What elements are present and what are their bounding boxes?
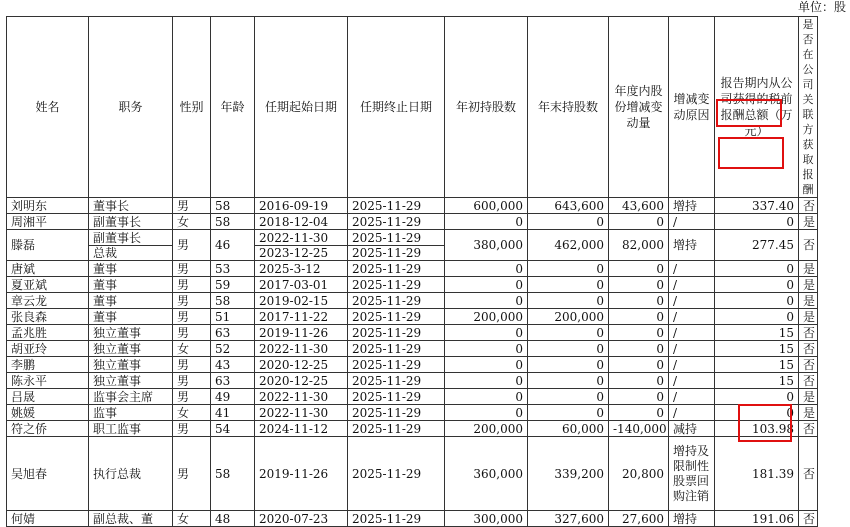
cell-end-date: 2025-11-29 <box>348 214 445 230</box>
cell-share-change: 0 <box>609 277 669 293</box>
cell-change-reason: / <box>669 373 715 389</box>
header-name: 姓名 <box>7 17 89 198</box>
cell-position: 职工监事 <box>89 421 173 437</box>
cell-position: 执行总裁 <box>89 437 173 511</box>
cell-position: 董事 <box>89 261 173 277</box>
cell-name: 陈永平 <box>7 373 89 389</box>
cell-change-reason: 增持及限制性股票回购注销 <box>669 437 715 511</box>
cell-pre-tax-pay: 0 <box>715 261 799 277</box>
table-row <box>7 437 818 511</box>
cell-begin-shares: 0 <box>445 261 528 277</box>
cell-position: 董事长 <box>89 198 173 214</box>
cell-end-shares: 0 <box>528 341 609 357</box>
cell-pre-tax-pay: 15 <box>715 341 799 357</box>
cell-begin-shares: 600,000 <box>445 198 528 214</box>
cell-name: 李鹏 <box>7 357 89 373</box>
header-related-party-pay: 是否在公司关联方获取报酬 <box>799 17 818 198</box>
cell-end-shares: 462,000 <box>528 230 609 261</box>
cell-position: 董事 <box>89 309 173 325</box>
cell-name: 唐斌 <box>7 261 89 277</box>
cell-position: 董事 <box>89 277 173 293</box>
cell-age: 46 <box>211 230 255 261</box>
table-row <box>7 341 818 357</box>
cell-change-reason: / <box>669 389 715 405</box>
cell-share-change: 0 <box>609 214 669 230</box>
cell-position: 独立董事 <box>89 325 173 341</box>
cell-gender: 女 <box>173 405 211 421</box>
cell-end-shares: 0 <box>528 261 609 277</box>
cell-age: 59 <box>211 277 255 293</box>
cell-end-shares: 0 <box>528 277 609 293</box>
cell-age: 54 <box>211 421 255 437</box>
cell-related-party-pay: 是 <box>799 214 818 230</box>
cell-gender: 男 <box>173 293 211 309</box>
cell-pre-tax-pay: 277.45 <box>715 230 799 261</box>
cell-end-shares: 0 <box>528 214 609 230</box>
cell-change-reason: / <box>669 309 715 325</box>
header-age: 年龄 <box>211 17 255 198</box>
cell-start-date: 2020-12-25 <box>255 357 348 373</box>
cell-name: 吕晟 <box>7 389 89 405</box>
cell-age: 43 <box>211 357 255 373</box>
cell-change-reason: 增持 <box>669 511 715 527</box>
cell-end-shares: 0 <box>528 373 609 389</box>
cell-end-shares: 327,600 <box>528 511 609 527</box>
cell-pre-tax-pay: 0 <box>715 277 799 293</box>
cell-end-shares: 0 <box>528 405 609 421</box>
header-end-shares: 年末持股数 <box>528 17 609 198</box>
cell-gender: 男 <box>173 261 211 277</box>
header-pre-tax-pay: 报告期内从公司获得的税前报酬总额（万元） <box>715 17 799 198</box>
cell-end-date: 2025-11-29 <box>348 325 445 341</box>
cell-end-date: 2025-11-29 <box>348 341 445 357</box>
cell-end-shares: 0 <box>528 389 609 405</box>
cell-end-date: 2025-11-29 <box>348 277 445 293</box>
cell-begin-shares: 200,000 <box>445 421 528 437</box>
cell-pre-tax-pay: 0 <box>715 405 799 421</box>
cell-related-party-pay: 否 <box>799 357 818 373</box>
table-row <box>7 309 818 325</box>
cell-related-party-pay: 否 <box>799 198 818 214</box>
cell-age: 58 <box>211 198 255 214</box>
cell-share-change: 0 <box>609 261 669 277</box>
cell-gender: 男 <box>173 230 211 261</box>
cell-begin-shares: 300,000 <box>445 511 528 527</box>
cell-age: 41 <box>211 405 255 421</box>
cell-pre-tax-pay: 0 <box>715 214 799 230</box>
cell-start-date: 2024-11-12 <box>255 421 348 437</box>
cell-share-change: 0 <box>609 405 669 421</box>
cell-begin-shares: 0 <box>445 357 528 373</box>
table-row <box>7 357 818 373</box>
cell-gender: 男 <box>173 198 211 214</box>
cell-change-reason: / <box>669 405 715 421</box>
header-start-date: 任期起始日期 <box>255 17 348 198</box>
cell-end-shares: 0 <box>528 357 609 373</box>
cell-change-reason: / <box>669 325 715 341</box>
cell-name: 何婧 <box>7 511 89 527</box>
cell-share-change: 0 <box>609 389 669 405</box>
cell-end-date: 2025-11-29 <box>348 405 445 421</box>
cell-start-date: 2022-11-30 <box>255 405 348 421</box>
cell-end-shares: 60,000 <box>528 421 609 437</box>
cell-share-change: 0 <box>609 357 669 373</box>
cell-position <box>89 230 173 261</box>
unit-label: 单位：股 <box>797 0 846 14</box>
cell-age: 58 <box>211 293 255 309</box>
cell-share-change: 20,800 <box>609 437 669 511</box>
cell-end-date <box>348 230 445 261</box>
cell-end-date: 2025-11-29 <box>348 293 445 309</box>
cell-end-shares: 0 <box>528 325 609 341</box>
cell-begin-shares: 0 <box>445 373 528 389</box>
cell-gender: 男 <box>173 373 211 389</box>
cell-share-change: 0 <box>609 325 669 341</box>
cell-gender: 男 <box>173 437 211 511</box>
cell-age: 63 <box>211 325 255 341</box>
cell-end-shares: 200,000 <box>528 309 609 325</box>
cell-related-party-pay: 否 <box>799 341 818 357</box>
cell-start-date: 2019-02-15 <box>255 293 348 309</box>
cell-change-reason: / <box>669 357 715 373</box>
cell-related-party-pay: 否 <box>799 373 818 389</box>
cell-begin-shares: 0 <box>445 325 528 341</box>
cell-start-date-line-1: 2022-11-30 <box>255 231 347 246</box>
cell-begin-shares: 0 <box>445 405 528 421</box>
cell-end-shares: 0 <box>528 293 609 309</box>
cell-pre-tax-pay: 15 <box>715 357 799 373</box>
cell-pre-tax-pay: 15 <box>715 373 799 389</box>
cell-end-date: 2025-11-29 <box>348 437 445 511</box>
cell-start-date: 2019-11-26 <box>255 437 348 511</box>
cell-related-party-pay: 是 <box>799 405 818 421</box>
cell-start-date: 2022-11-30 <box>255 389 348 405</box>
cell-age: 63 <box>211 373 255 389</box>
cell-start-date: 2020-07-23 <box>255 511 348 527</box>
header-begin-shares: 年初持股数 <box>445 17 528 198</box>
cell-position: 独立董事 <box>89 341 173 357</box>
cell-share-change: 0 <box>609 341 669 357</box>
header-end-date: 任期终止日期 <box>348 17 445 198</box>
cell-change-reason: / <box>669 261 715 277</box>
cell-share-change: 82,000 <box>609 230 669 261</box>
cell-position: 监事 <box>89 405 173 421</box>
cell-pre-tax-pay: 191.06 <box>715 511 799 527</box>
cell-begin-shares: 0 <box>445 277 528 293</box>
cell-gender: 女 <box>173 511 211 527</box>
cell-begin-shares: 0 <box>445 389 528 405</box>
table-row <box>7 277 818 293</box>
cell-pre-tax-pay: 0 <box>715 293 799 309</box>
cell-related-party-pay: 是 <box>799 389 818 405</box>
cell-age: 53 <box>211 261 255 277</box>
cell-age: 51 <box>211 309 255 325</box>
cell-position: 副总裁、董 <box>89 511 173 527</box>
cell-share-change: -140,000 <box>609 421 669 437</box>
cell-name: 夏亚斌 <box>7 277 89 293</box>
cell-pre-tax-pay: 181.39 <box>715 437 799 511</box>
cell-name: 张良森 <box>7 309 89 325</box>
cell-name: 符之侨 <box>7 421 89 437</box>
cell-gender: 男 <box>173 309 211 325</box>
cell-pre-tax-pay: 0 <box>715 389 799 405</box>
cell-pre-tax-pay: 15 <box>715 325 799 341</box>
cell-gender: 男 <box>173 277 211 293</box>
cell-gender: 男 <box>173 389 211 405</box>
cell-related-party-pay: 是 <box>799 293 818 309</box>
cell-change-reason: / <box>669 341 715 357</box>
cell-age: 48 <box>211 511 255 527</box>
cell-start-date: 2016-09-19 <box>255 198 348 214</box>
cell-position: 副董事长 <box>89 214 173 230</box>
cell-position: 董事 <box>89 293 173 309</box>
cell-age: 49 <box>211 389 255 405</box>
cell-pre-tax-pay: 103.98 <box>715 421 799 437</box>
table-row <box>7 261 818 277</box>
cell-end-date-line-1: 2025-11-29 <box>348 231 444 246</box>
cell-begin-shares: 380,000 <box>445 230 528 261</box>
cell-start-date: 2018-12-04 <box>255 214 348 230</box>
cell-end-date: 2025-11-29 <box>348 421 445 437</box>
cell-related-party-pay: 否 <box>799 421 818 437</box>
table-row <box>7 405 818 421</box>
cell-pre-tax-pay: 337.40 <box>715 198 799 214</box>
cell-begin-shares: 0 <box>445 214 528 230</box>
cell-begin-shares: 0 <box>445 293 528 309</box>
table-row <box>7 325 818 341</box>
cell-related-party-pay: 是 <box>799 261 818 277</box>
table-row <box>7 373 818 389</box>
cell-related-party-pay: 否 <box>799 325 818 341</box>
cell-name: 姚媛 <box>7 405 89 421</box>
cell-gender: 男 <box>173 325 211 341</box>
table-row <box>7 230 818 261</box>
table-row <box>7 198 818 214</box>
cell-change-reason: / <box>669 277 715 293</box>
cell-name: 吴旭春 <box>7 437 89 511</box>
cell-start-date: 2017-03-01 <box>255 277 348 293</box>
cell-position: 独立董事 <box>89 373 173 389</box>
cell-name: 胡亚玲 <box>7 341 89 357</box>
cell-change-reason: / <box>669 293 715 309</box>
table-header-row <box>7 17 818 198</box>
cell-pre-tax-pay: 0 <box>715 309 799 325</box>
cell-end-date: 2025-11-29 <box>348 389 445 405</box>
header-position: 职务 <box>89 17 173 198</box>
cell-share-change: 27,600 <box>609 511 669 527</box>
cell-begin-shares: 0 <box>445 341 528 357</box>
header-gender: 性别 <box>173 17 211 198</box>
cell-start-date: 2020-12-25 <box>255 373 348 389</box>
cell-share-change: 0 <box>609 373 669 389</box>
cell-end-shares: 643,600 <box>528 198 609 214</box>
header-share-change: 年度内股份增减变动量 <box>609 17 669 198</box>
cell-start-date-line-2: 2023-12-25 <box>259 245 329 260</box>
cell-change-reason: 减持 <box>669 421 715 437</box>
cell-related-party-pay: 是 <box>799 309 818 325</box>
cell-share-change: 0 <box>609 309 669 325</box>
cell-gender: 男 <box>173 357 211 373</box>
cell-age: 52 <box>211 341 255 357</box>
cell-change-reason: 增持 <box>669 198 715 214</box>
cell-begin-shares: 360,000 <box>445 437 528 511</box>
cell-change-reason: 增持 <box>669 230 715 261</box>
cell-share-change: 43,600 <box>609 198 669 214</box>
cell-end-date: 2025-11-29 <box>348 309 445 325</box>
table-row <box>7 214 818 230</box>
cell-name: 章云龙 <box>7 293 89 309</box>
cell-start-date: 2022-11-30 <box>255 341 348 357</box>
cell-position-line-1: 副董事长 <box>89 231 172 246</box>
cell-end-date: 2025-11-29 <box>348 373 445 389</box>
cell-end-date: 2025-11-29 <box>348 198 445 214</box>
cell-start-date <box>255 230 348 261</box>
table-row <box>7 511 818 527</box>
cell-end-shares: 339,200 <box>528 437 609 511</box>
table-row <box>7 293 818 309</box>
table-row <box>7 389 818 405</box>
cell-position-line-2: 总裁 <box>93 245 118 260</box>
cell-gender: 女 <box>173 341 211 357</box>
cell-end-date: 2025-11-29 <box>348 357 445 373</box>
cell-begin-shares: 200,000 <box>445 309 528 325</box>
cell-gender: 女 <box>173 214 211 230</box>
cell-related-party-pay: 否 <box>799 230 818 261</box>
cell-gender: 男 <box>173 421 211 437</box>
cell-name: 周湘平 <box>7 214 89 230</box>
executive-shareholding-table <box>6 16 818 527</box>
cell-change-reason: / <box>669 214 715 230</box>
cell-end-date: 2025-11-29 <box>348 511 445 527</box>
header-change-reason: 增减变动原因 <box>669 17 715 198</box>
cell-share-change: 0 <box>609 293 669 309</box>
cell-related-party-pay: 否 <box>799 511 818 527</box>
cell-position: 监事会主席 <box>89 389 173 405</box>
cell-start-date: 2025-3-12 <box>255 261 348 277</box>
table-row <box>7 421 818 437</box>
cell-name: 孟兆胜 <box>7 325 89 341</box>
cell-start-date: 2017-11-22 <box>255 309 348 325</box>
cell-related-party-pay: 是 <box>799 277 818 293</box>
cell-name: 刘明东 <box>7 198 89 214</box>
cell-start-date: 2019-11-26 <box>255 325 348 341</box>
cell-age: 58 <box>211 437 255 511</box>
cell-position: 独立董事 <box>89 357 173 373</box>
cell-end-date: 2025-11-29 <box>348 261 445 277</box>
cell-age: 58 <box>211 214 255 230</box>
cell-related-party-pay: 否 <box>799 437 818 511</box>
cell-end-date-line-2: 2025-11-29 <box>352 245 422 260</box>
cell-name: 滕磊 <box>7 230 89 261</box>
